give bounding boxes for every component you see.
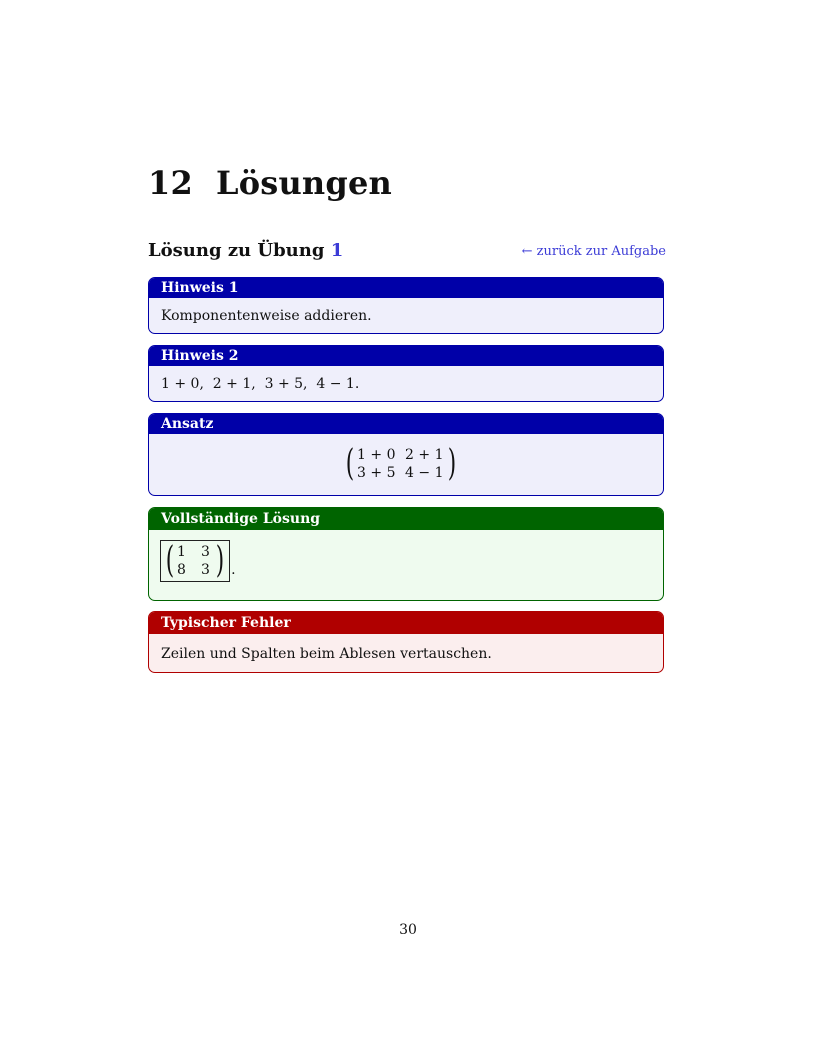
section-title	[148, 240, 343, 261]
mistake-box	[148, 611, 664, 673]
approach-matrix	[343, 444, 459, 484]
solution-title: Vollständige Lösung	[149, 508, 663, 530]
matrix-cell: 3	[201, 562, 210, 578]
chapter-heading	[148, 164, 392, 202]
matrix-cell: 1	[177, 544, 186, 560]
exercise-ref-link[interactable]: 1	[330, 240, 344, 261]
solution-body	[149, 530, 663, 600]
boxed-result	[160, 540, 230, 582]
back-to-exercise-link[interactable]: ← zurück zur Aufgabe	[521, 244, 666, 259]
chapter-title: Lösungen	[216, 164, 392, 202]
left-paren: (	[345, 443, 355, 484]
hint-1-box	[148, 277, 664, 334]
hint-2-text: 1 + 0, 2 + 1, 3 + 5, 4 − 1.	[161, 376, 360, 392]
page-number: 30	[399, 922, 417, 938]
solution-result	[160, 540, 236, 582]
hint-1-title: Hinweis 1	[149, 278, 663, 298]
matrix-cell: 8	[177, 562, 186, 578]
mistake-title: Typischer Fehler	[149, 612, 663, 634]
chapter-number: 12	[148, 164, 193, 202]
approach-title: Ansatz	[149, 414, 663, 434]
matrix-cell: 4 − 1	[405, 465, 444, 481]
right-paren: )	[447, 443, 457, 484]
hint-2-title: Hinweis 2	[149, 346, 663, 366]
hint-2-box	[148, 345, 664, 402]
matrix-cell: 2 + 1	[405, 447, 444, 463]
hint-1-text: Komponentenweise addieren.	[161, 308, 372, 324]
section-title-text: Lösung zu Übung	[148, 240, 331, 261]
section-heading	[148, 240, 666, 264]
left-paren: (	[165, 540, 175, 581]
matrix-cell: 3	[201, 544, 210, 560]
right-paren: )	[215, 540, 225, 581]
matrix-cell: 3 + 5	[357, 465, 396, 481]
mistake-text: Zeilen und Spalten beim Ablesen vertauschen.	[161, 646, 492, 662]
period: .	[231, 562, 236, 578]
solution-box	[148, 507, 664, 601]
approach-box	[148, 413, 664, 496]
matrix-cell: 1 + 0	[357, 447, 396, 463]
approach-body	[149, 434, 663, 496]
